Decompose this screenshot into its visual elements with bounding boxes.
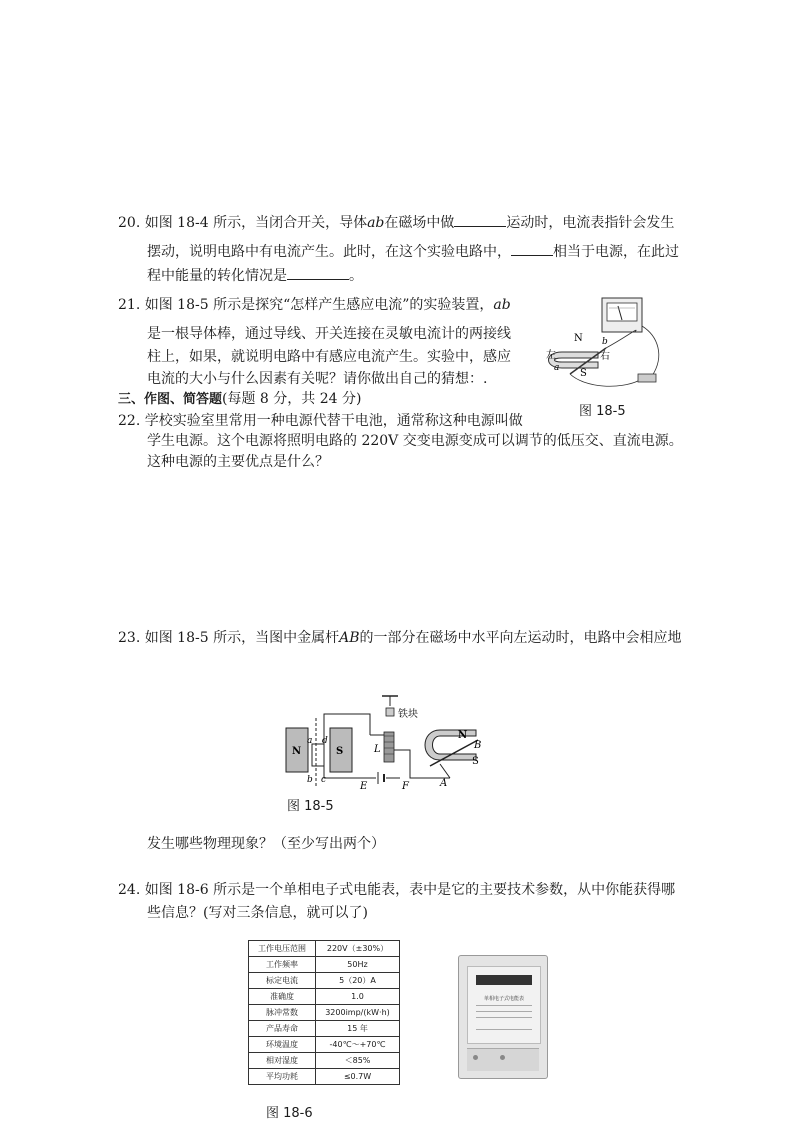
metal-rod bbox=[312, 744, 324, 766]
q22-number: 22. bbox=[118, 413, 141, 429]
q20-line-1: 20. 如图 18-4 所示，当闭合开关，导体ab在磁场中做 运动时，电流表指针会发生 bbox=[118, 212, 674, 233]
q22-line-3: 这种电源的主要优点是什么？ bbox=[147, 454, 329, 470]
svg-text:B: B bbox=[474, 740, 482, 751]
table-row: 脉冲常数 3200imp/(kW·h) bbox=[249, 1005, 400, 1021]
table-row: 工作频率 50Hz bbox=[249, 957, 400, 973]
electromagnet-coil bbox=[384, 732, 394, 762]
q22-line-2: 学生电源。这个电源将照明电路的 220V 交变电源变成可以调节的低压交、直流电源。 bbox=[147, 433, 683, 449]
q24-line-1: 24. 如图 18-6 所示是一个单相电子式电能表，表中是它的主要技术参数，从中你能获得哪 bbox=[118, 882, 676, 898]
meter-face bbox=[467, 966, 541, 1044]
table-row: 准确度 1.0 bbox=[249, 989, 400, 1005]
table-row: 相对湿度 ＜85% bbox=[249, 1053, 400, 1069]
svg-text:d: d bbox=[322, 736, 328, 746]
svg-text:S: S bbox=[336, 746, 344, 757]
spec-table bbox=[248, 940, 400, 1085]
q21-line-2: 是一根导体棒，通过导线、开关连接在灵敏电流计的两接线 bbox=[147, 326, 511, 342]
table-row: 环境温度 -40℃～+70℃ bbox=[249, 1037, 400, 1053]
electric-meter-photo bbox=[458, 955, 548, 1079]
svg-text:铁块: 铁块 bbox=[398, 709, 418, 720]
end-b-label: b bbox=[602, 337, 608, 347]
q21-line-1: 21. 如图 18-5 所示是探究“怎样产生感应电流”的实验装置，ab bbox=[118, 297, 511, 313]
q21-line-3: 柱上，如果，就说明电路中有感应电流产生。实验中，感应 bbox=[147, 349, 511, 365]
meter-title: 单相电子式电能表 bbox=[483, 996, 524, 1002]
section3-title: 三、作图、简答题 bbox=[118, 392, 223, 407]
section3-note: (每题 8 分，共 24 分) bbox=[222, 391, 362, 407]
q20-line-3: 程中能量的转化情况是 。 bbox=[147, 265, 363, 286]
magnet-n-label: N bbox=[574, 333, 583, 344]
table-row: 标定电流 5（20）A bbox=[249, 973, 400, 989]
q21-line-4: 电流的大小与什么因素有关呢？请你做出自己的猜想：. bbox=[147, 371, 488, 387]
q20-number: 20. bbox=[118, 215, 141, 231]
svg-text:L: L bbox=[374, 744, 381, 755]
table-row: 工作电压范围 220V（±30%） bbox=[249, 941, 400, 957]
q20-line-2: 摆动，说明电路中有电流产生。此时，在这个实验电路中， 相当于电源，在此过 bbox=[147, 241, 679, 262]
magnet-s-label: S bbox=[580, 368, 587, 379]
q23-figure-caption: 图 18-5 bbox=[287, 799, 334, 814]
right-label: 右 bbox=[600, 351, 610, 362]
svg-text:S: S bbox=[472, 756, 479, 767]
galvanometer bbox=[602, 298, 642, 332]
q20-blank-1[interactable] bbox=[454, 212, 506, 227]
end-a-label: a bbox=[554, 363, 560, 373]
q21-number: 21. bbox=[118, 297, 141, 313]
q21-figure-caption: 图 18-5 bbox=[579, 404, 626, 419]
q23-line-2: 发生哪些物理现象？（至少写出两个） bbox=[147, 836, 385, 852]
svg-text:A: A bbox=[440, 778, 448, 789]
q20-blank-2[interactable] bbox=[511, 241, 553, 256]
switch bbox=[638, 374, 656, 382]
q23-figure bbox=[280, 690, 495, 790]
q23-number: 23. bbox=[118, 630, 141, 646]
q23-line-1: 23. 如图 18-5 所示，当图中金属杆AB的一部分在磁场中水平向左运动时，电路中会相应地 bbox=[118, 630, 682, 646]
q24-line-2: 些信息？(写对三条信息，就可以了) bbox=[147, 905, 368, 921]
q20-blank-3[interactable] bbox=[287, 265, 349, 280]
q21-figure bbox=[540, 296, 675, 396]
meter-display bbox=[476, 975, 532, 985]
svg-text:b: b bbox=[307, 775, 313, 785]
table-row: 平均功耗 ≤0.7W bbox=[249, 1069, 400, 1085]
svg-text:F: F bbox=[402, 781, 409, 790]
left-label: 左 bbox=[546, 350, 556, 361]
svg-text:N: N bbox=[458, 730, 468, 741]
svg-text:c: c bbox=[321, 775, 327, 785]
iron-block bbox=[386, 708, 394, 716]
q24-figure-caption: 图 18-6 bbox=[266, 1106, 313, 1121]
svg-text:N: N bbox=[292, 746, 302, 757]
meter-terminal-cover bbox=[467, 1048, 539, 1071]
table-row: 产品寿命 15 年 bbox=[249, 1021, 400, 1037]
q24-number: 24. bbox=[118, 882, 141, 898]
svg-text:E: E bbox=[360, 781, 368, 790]
svg-text:a: a bbox=[307, 736, 313, 746]
q22-line-1: 22. 学校实验室里常用一种电源代替干电池，通常称这种电源叫做 bbox=[118, 413, 523, 429]
section3-heading bbox=[118, 389, 361, 410]
